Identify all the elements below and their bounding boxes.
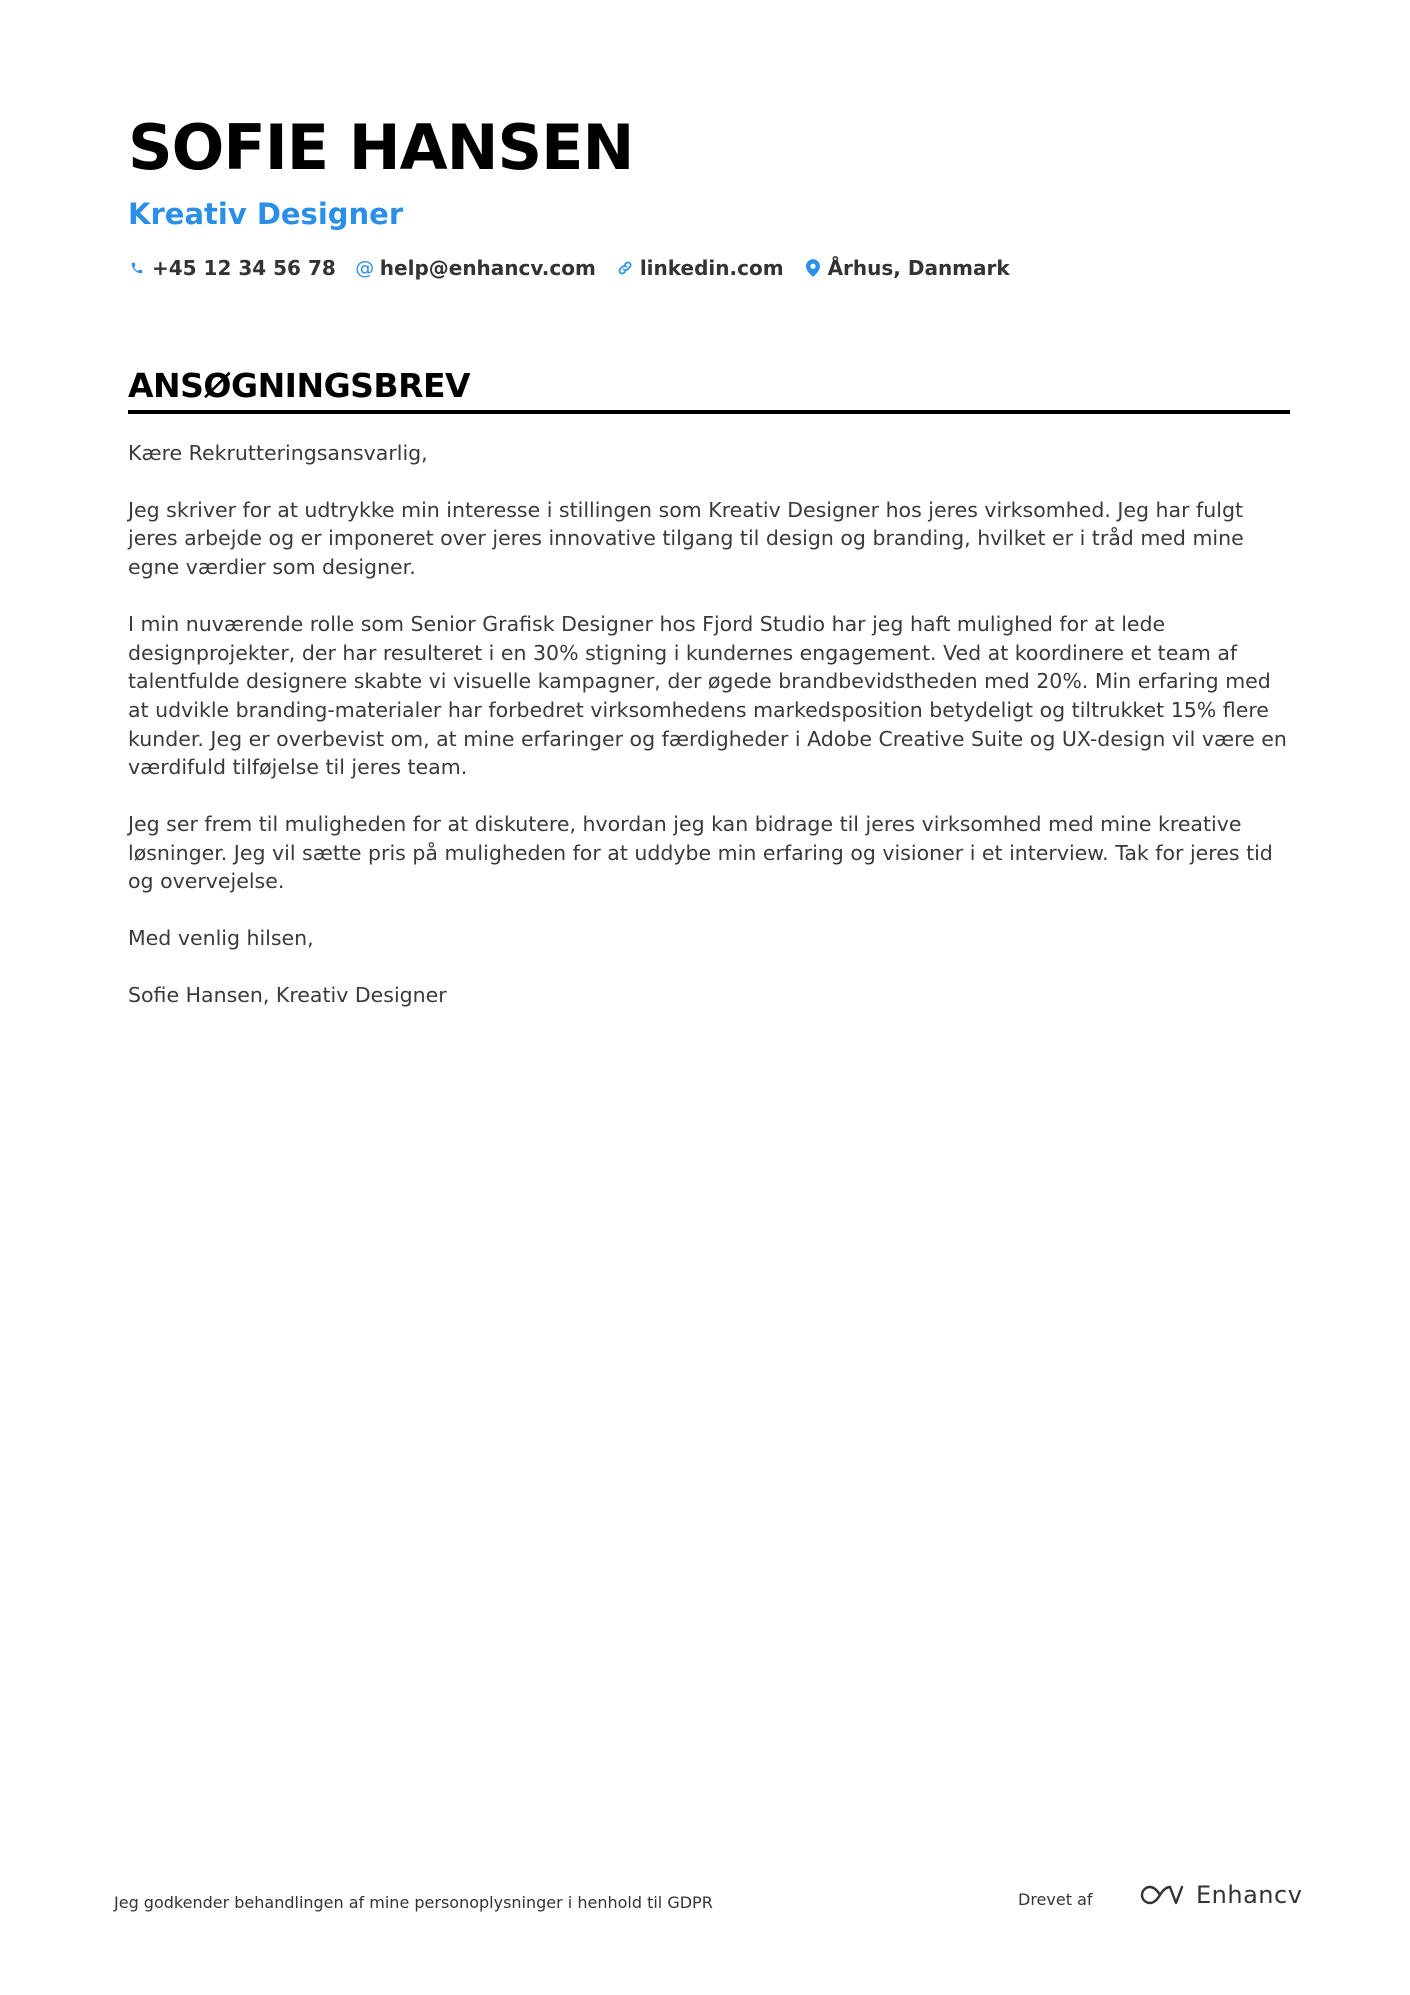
contact-phone[interactable] (128, 256, 336, 280)
enhancv-logo-icon (1138, 1880, 1184, 1910)
applicant-name: SOFIE HANSEN (128, 111, 634, 184)
brand-name: Enhancv (1196, 1881, 1303, 1909)
email-text: help@enhancv.com (379, 256, 596, 280)
at-icon: @ (355, 257, 375, 279)
section-divider (128, 410, 1290, 414)
location-pin-icon (804, 258, 822, 278)
resume-header (128, 108, 1288, 280)
letter-signature: Sofie Hansen, Kreativ Designer (128, 982, 447, 1007)
link-icon (616, 258, 634, 278)
letter-greeting: Kære Rekrutteringsansvarlig, (128, 441, 428, 465)
contact-email[interactable] (356, 256, 596, 280)
powered-by-label: Drevet af (1018, 1890, 1093, 1909)
phone-icon (128, 258, 146, 278)
enhancv-brand[interactable] (1138, 1880, 1302, 1910)
job-title: Kreativ Designer (128, 197, 404, 231)
letter-paragraph: Jeg ser frem til muligheden for at diskutere, hvordan jeg kan bidrage til jeres virksomhed med mine kreative løsninger. Jeg vil sætte pris på muligheden for at uddybe min erfaring og visioner i et interview. Tak for jeres tid og overvejelse. (128, 812, 1273, 894)
location-text: Århus, Danmark (827, 256, 1010, 280)
letter-paragraph: I min nuværende rolle som Senior Grafisk Designer hos Fjord Studio har jeg haft mulighed for at lede designprojekter, der har resulteret i en 30% stigning i kundernes engagement. Ved at koordinere et team af talentfulde designere skabte vi visuelle kampagner, der øgede brandbevidstheden med 20%. Min erfaring med at udvikle branding-materialer har forbedret virksomhedens markedsposition betydeligt og tiltrukket 15% flere kunder. Jeg er overbevist om, at mine erfaringer og færdigheder i Adobe Creative Suite og UX-design vil være en værdifuld tilføjelse til jeres team. (128, 611, 1287, 780)
letter-body (128, 439, 1290, 1010)
contact-location (804, 256, 1010, 280)
letter-closing: Med venlig hilsen, (128, 926, 314, 951)
linkedin-text: linkedin.com (639, 256, 784, 280)
section-title: ANSØGNINGSBREV (128, 366, 471, 405)
gdpr-consent-note: Jeg godkender behandlingen af mine personoplysninger i henhold til GDPR (114, 1893, 713, 1912)
phone-text: +45 12 34 56 78 (152, 256, 336, 280)
cover-letter-section (128, 364, 1290, 1038)
contact-bar (128, 256, 1288, 280)
contact-linkedin[interactable] (616, 256, 784, 280)
letter-paragraph: Jeg skriver for at udtrykke min interesse i stillingen som Kreativ Designer hos jeres virksomhed. Jeg har fulgt jeres arbejde og er imponeret over jeres innovative tilgang til design og branding, hvilket er i tråd med mine egne værdier som designer. (128, 497, 1244, 580)
